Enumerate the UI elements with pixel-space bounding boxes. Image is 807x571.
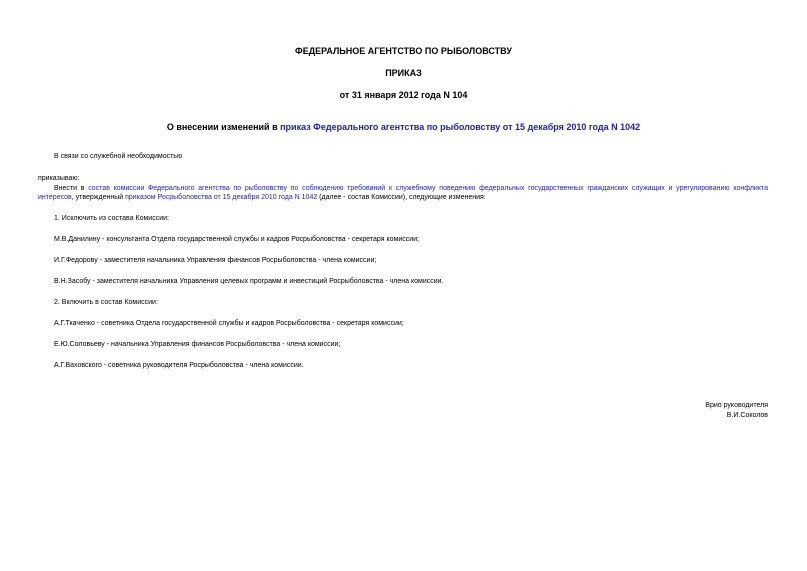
main-paragraph xyxy=(38,184,768,202)
list-item: Е.Ю.Соловьеву - начальника Управления финансов Росрыболовства - члена комиссии; xyxy=(54,341,341,348)
title-link[interactable]: приказ Федерального агентства по рыболовству от 15 декабря 2010 года N 1042 xyxy=(280,122,641,132)
main-text-3: (далее - состав Комиссии), следующие изменения: xyxy=(317,194,486,201)
signature-role: Врио руководителя xyxy=(705,402,768,409)
list-item: 2. Включить в состав Комиссии: xyxy=(54,299,158,306)
signature-name: В.И.Соколов xyxy=(726,412,768,419)
list-item: М.В.Данилину - консультанта Отдела государственной службы и кадров Росрыболовства - секретаря комиссии; xyxy=(54,236,419,243)
title-prefix: О внесении изменений в xyxy=(166,122,281,132)
list-item: А.Г.Ваховского - советника руководителя Росрыболовства - члена комиссии. xyxy=(54,362,304,369)
intro-paragraph: В связи со служебной необходимостью xyxy=(54,153,183,160)
list-item: 1. Исключить из состава Комиссии: xyxy=(54,215,169,222)
document-date-number: от 31 января 2012 года N 104 xyxy=(339,90,468,100)
list-item: И.Г.Федорову - заместителя начальника Управления финансов Росрыболовства - члена комиссии; xyxy=(54,257,377,264)
main-text-2: , утвержденный xyxy=(71,194,126,201)
commission-composition-link[interactable]: состав комиссии Федерального агентства по рыболовству по соблюдению требований к служебному поведению федеральных государственных гражданских служащих и урегулированию конфликта интересов xyxy=(38,185,769,201)
order-1042-link[interactable]: приказом Росрыболовства от 15 декабря 2010 года N 1042 xyxy=(125,194,318,201)
document-title xyxy=(0,122,807,133)
list-item: В.Н.Засобу - заместителя начальника Управления целевых программ и инвестиций Росрыболовства - члена комиссии. xyxy=(54,278,444,285)
agency-name: ФЕДЕРАЛЬНОЕ АГЕНТСТВО ПО РЫБОЛОВСТВУ xyxy=(295,46,512,56)
list-item: А.Г.Ткаченко - советника Отдела государственной службы и кадров Росрыболовства - секретаря комиссии; xyxy=(54,320,404,327)
document-type: ПРИКАЗ xyxy=(385,68,422,78)
main-text-1: Внести в xyxy=(54,185,89,192)
prikaz-paragraph: приказываю: xyxy=(38,175,80,182)
